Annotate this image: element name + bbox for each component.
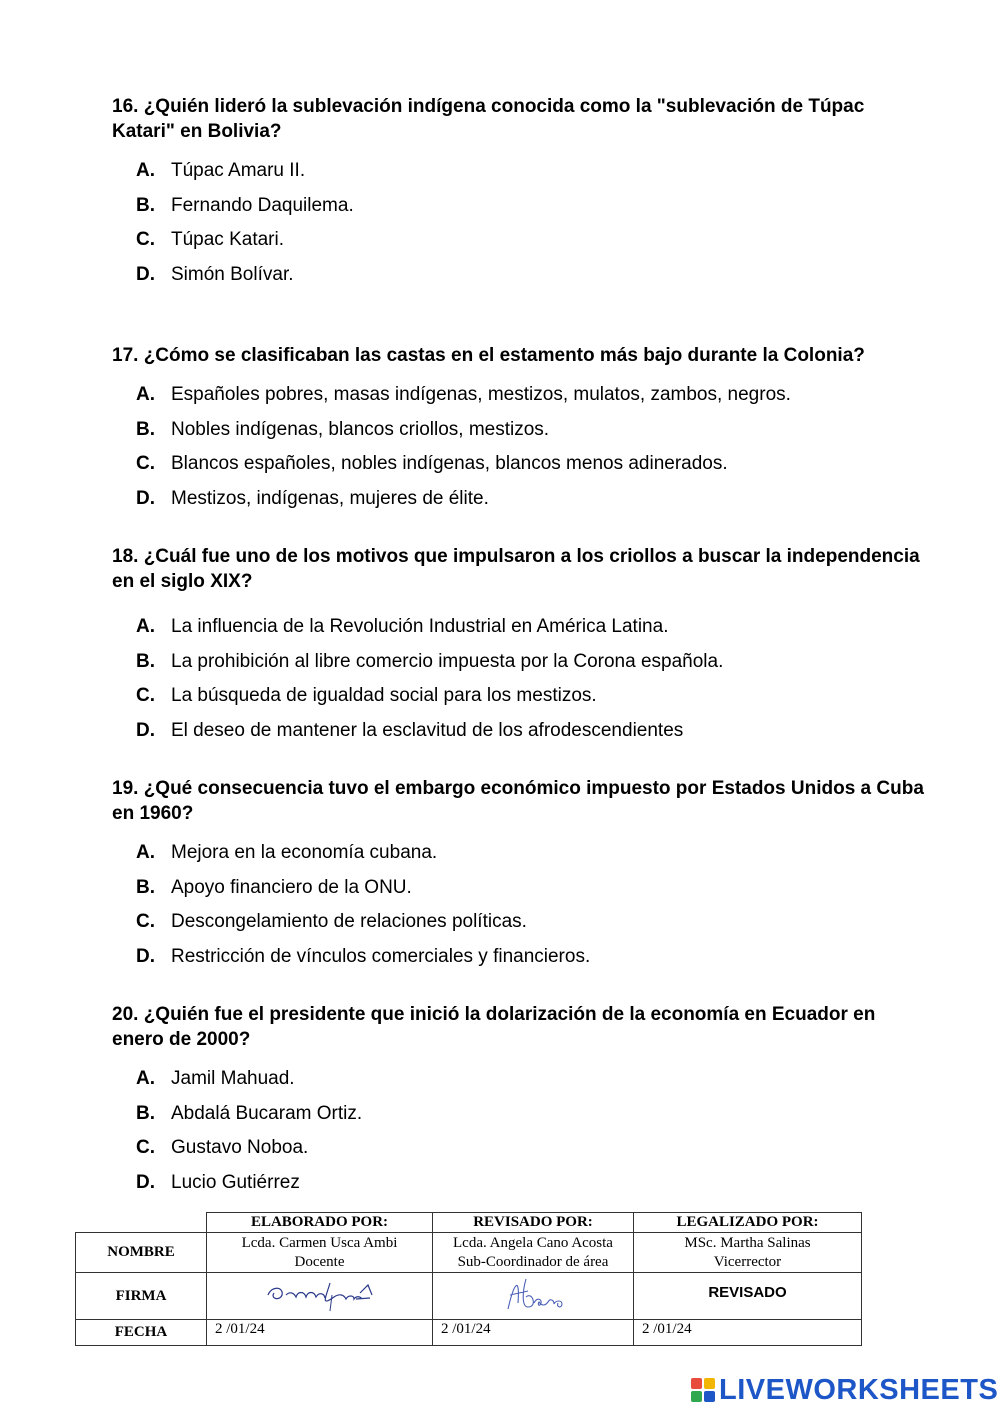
header-revisado: REVISADO POR: [433,1213,634,1233]
option-b[interactable]: B. Apoyo financiero de la ONU. [136,876,412,898]
question-20-options [136,1068,362,1207]
option-c[interactable]: C. Gustavo Noboa. [136,1137,309,1159]
question-18-title: 18. ¿Cuál fue uno de los motivos que impulsaron a los criollos a buscar la independencia en el siglo XIX? [112,546,920,592]
signature-table [75,1212,862,1346]
liveworksheets-logo-icon [691,1378,715,1402]
option-b[interactable]: B. Fernando Daquilema. [136,194,354,216]
question-19-options [136,842,590,981]
option-a[interactable]: A. Jamil Mahuad. [136,1068,295,1089]
logo-text: LIVEWORKSHEETS [719,1373,999,1406]
date-revisado: 2 /01/24 [433,1320,634,1346]
option-b[interactable]: B. Abdalá Bucaram Ortiz. [136,1102,363,1124]
revisado-status: REVISADO [634,1273,862,1320]
name-elaborado: Lcda. Carmen Usca Ambi Docente [207,1233,433,1273]
liveworksheets-logo[interactable] [691,1373,999,1406]
row-label-firma: FIRMA [76,1273,207,1320]
option-c[interactable]: C. La búsqueda de igualdad social para los mestizos. [136,685,597,707]
header-legalizado: LEGALIZADO POR: [634,1213,862,1233]
handwritten-signature-icon [488,1273,578,1313]
option-b[interactable]: B. La prohibición al libre comercio impuesta por la Corona española. [136,650,724,672]
question-19-title: 19. ¿Qué consecuencia tuvo el embargo económico impuesto por Estados Unidos a Cuba en 1960? [112,778,924,824]
option-c[interactable]: C. Túpac Katari. [136,229,284,251]
date-legalizado: 2 /01/24 [634,1320,862,1346]
option-a[interactable]: A. La influencia de la Revolución Industrial en América Latina. [136,616,669,637]
option-b[interactable]: B. Nobles indígenas, blancos criollos, mestizos. [136,418,550,440]
option-d[interactable]: D. Simón Bolívar. [136,264,294,286]
option-a[interactable]: A. Españoles pobres, masas indígenas, mestizos, mulatos, zambos, negros. [136,384,791,405]
option-a[interactable]: A. Túpac Amaru II. [136,160,306,181]
name-legalizado: MSc. Martha Salinas Vicerrector [634,1233,862,1273]
question-16-options [136,160,354,299]
question-17-title: 17. ¿Cómo se clasificaban las castas en el estamento más bajo durante la Colonia? [112,345,865,366]
option-c[interactable]: C. Descongelamiento de relaciones políticas. [136,911,527,933]
row-label-nombre: NOMBRE [76,1233,207,1273]
table-corner [76,1213,207,1233]
question-20-title: 20. ¿Quién fue el presidente que inició la dolarización de la economía en Ecuador en enero de 2000? [112,1004,876,1050]
option-d[interactable]: D. Mestizos, indígenas, mujeres de élite. [136,488,489,510]
signature-revisado [433,1273,634,1320]
signature-elaborado [207,1273,433,1320]
name-revisado: Lcda. Angela Cano Acosta Sub-Coordinador de área [433,1233,634,1273]
question-16-title: 16. ¿Quién lideró la sublevación indígena conocida como la "sublevación de Túpac Katari" en Bolivia? [112,96,865,142]
question-17-options [136,384,791,523]
option-d[interactable]: D. El deseo de mantener la esclavitud de los afrodescendientes [136,720,684,742]
option-d[interactable]: D. Lucio Gutiérrez [136,1172,300,1194]
date-elaborado: 2 /01/24 [207,1320,433,1346]
row-label-fecha: FECHA [76,1320,207,1346]
option-c[interactable]: C. Blancos españoles, nobles indígenas, blancos menos adinerados. [136,453,728,475]
handwritten-signature-icon [260,1275,380,1311]
header-elaborado: ELABORADO POR: [207,1213,433,1233]
question-18-options [136,616,723,755]
option-a[interactable]: A. Mejora en la economía cubana. [136,842,438,863]
option-d[interactable]: D. Restricción de vínculos comerciales y financieros. [136,946,591,968]
